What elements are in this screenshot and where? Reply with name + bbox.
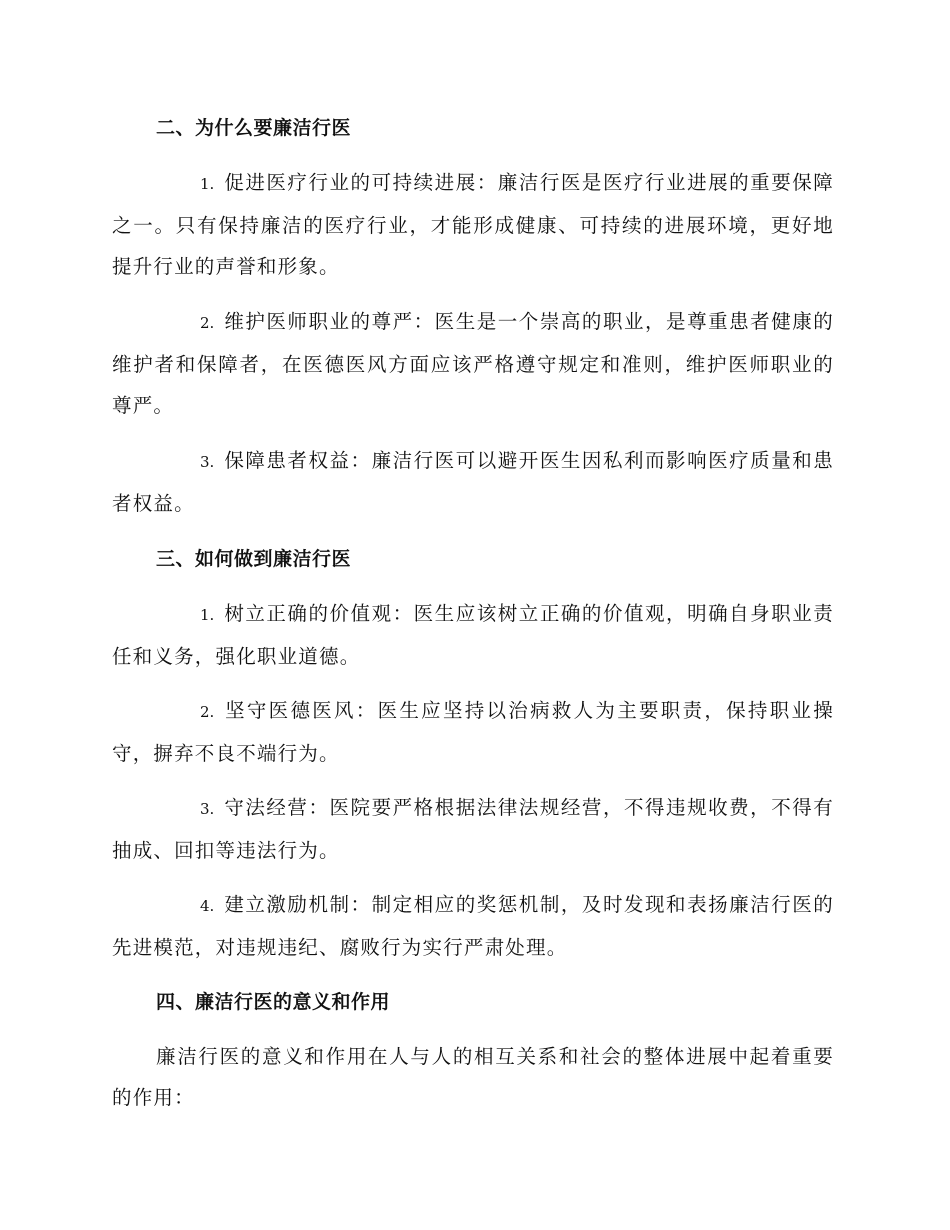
list-item-text: 守法经营：医院要严格根据法律法规经营，不得违规收费，不得有抽成、回扣等违法行为。	[112, 796, 834, 862]
list-item-number: 1.	[200, 606, 215, 624]
list-item-number: 2.	[200, 703, 215, 721]
list-item	[112, 787, 834, 871]
body-paragraph: 廉洁行医的意义和作用在人与人的相互关系和社会的整体进展中起着重要的作用：	[112, 1045, 834, 1109]
list-item	[112, 440, 834, 524]
list-item-text: 维护医师职业的尊严：医生是一个崇高的职业，是尊重患者健康的维护者和保障者，在医德医风方面应该严格遵守规定和准则，维护医师职业的尊严。	[112, 310, 834, 417]
list-item-text: 促进医疗行业的可持续进展：廉洁行医是医疗行业进展的重要保障之一。只有保持廉洁的医疗行业，才能形成健康、可持续的进展环境，更好地提升行业的声誉和形象。	[112, 171, 834, 278]
list-item	[112, 690, 834, 774]
list-item-text: 建立激励机制：制定相应的奖惩机制，及时发现和表扬廉洁行医的先进模范，对违规违纪、腐败行为实行严肃处理。	[112, 893, 834, 959]
list-item	[112, 162, 834, 287]
list-item-number: 2.	[200, 314, 215, 332]
list-item-number: 4.	[200, 897, 215, 915]
list-item	[112, 884, 834, 968]
section-heading-how: 三、如何做到廉洁行医	[156, 548, 352, 570]
list-item	[112, 593, 834, 677]
list-item-text: 坚守医德医风：医生应坚持以治病救人为主要职责，保持职业操守，摒弃不良不端行为。	[112, 699, 834, 765]
list-item-text: 保障患者权益：廉洁行医可以避开医生因私利而影响医疗质量和患者权益。	[112, 449, 834, 515]
section-heading-why: 二、为什么要廉洁行医	[156, 117, 352, 139]
list-item-number: 1.	[200, 175, 215, 193]
list-item-number: 3.	[200, 800, 215, 818]
list-item-number: 3.	[200, 453, 215, 471]
list-item	[112, 301, 834, 426]
section-heading-meaning: 四、廉洁行医的意义和作用	[156, 991, 391, 1013]
list-item-text: 树立正确的价值观：医生应该树立正确的价值观，明确自身职业责任和义务，强化职业道德。	[112, 602, 834, 668]
